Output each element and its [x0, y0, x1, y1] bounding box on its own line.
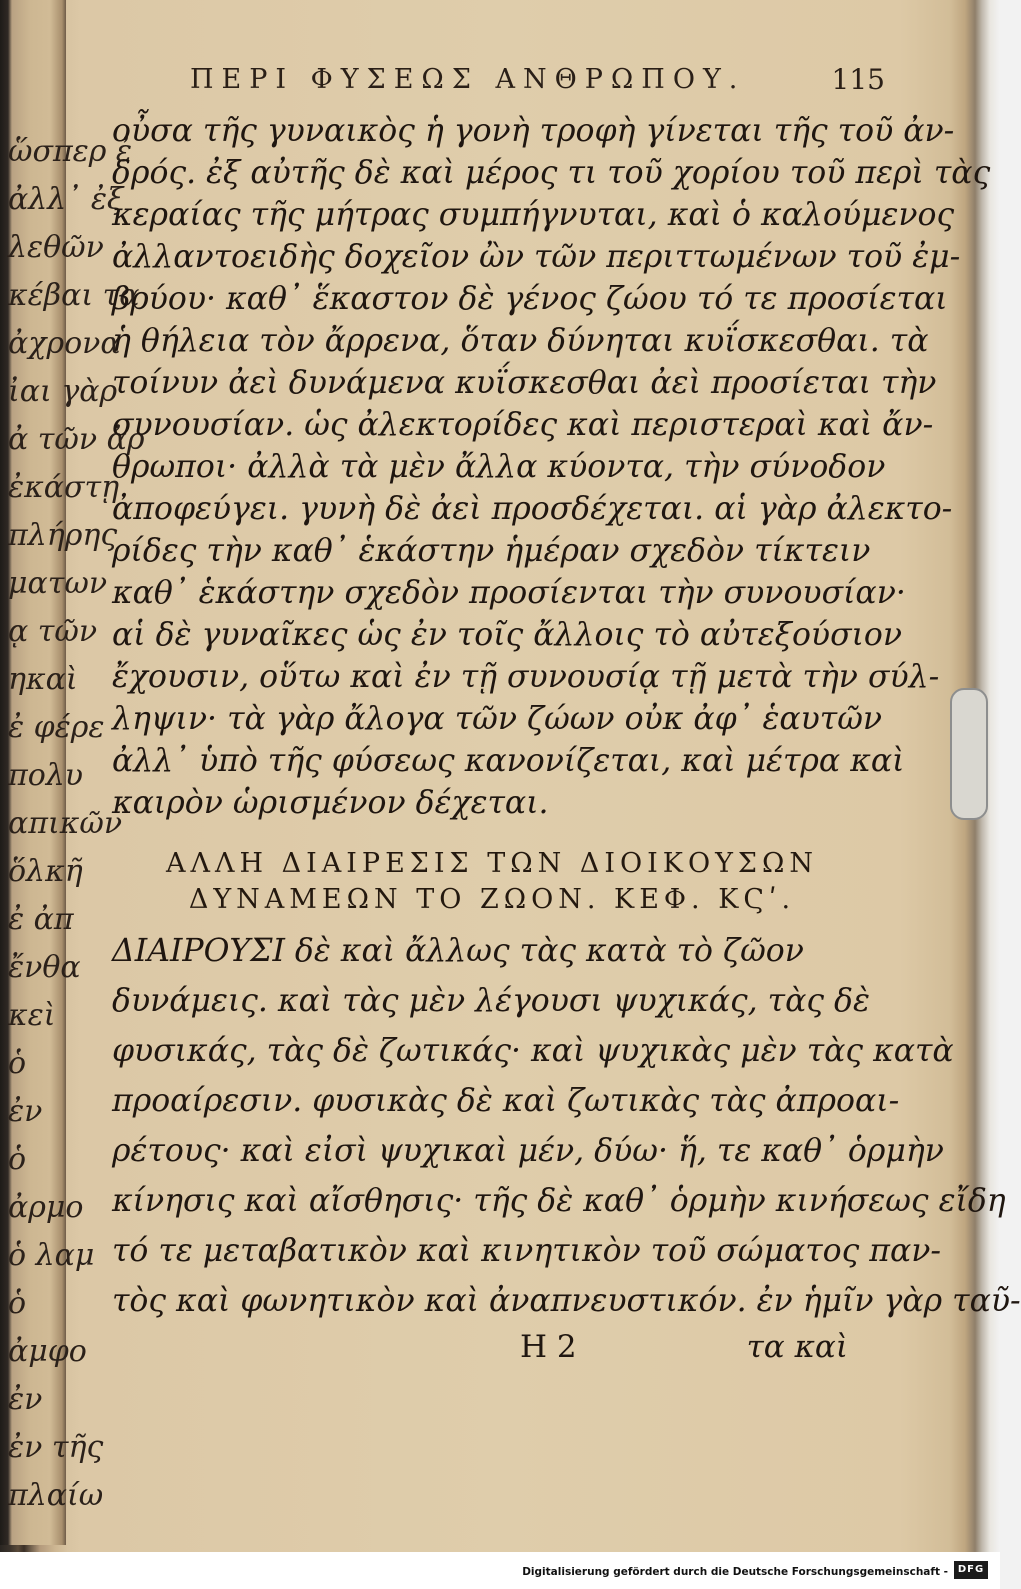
left-page-fragment: ἐ ἀπ [8, 902, 74, 937]
body-line: θρωποι· ἀλλὰ τὰ μὲν ἄλλα κύοντα, τὴν σύνοδον [112, 449, 886, 485]
body-line: οὖσα τῆς γυναικὸς ἡ γονὴ τροφὴ γίνεται τῆς τοῦ ἀν- [112, 113, 955, 149]
left-page-fragment: ματων [8, 566, 108, 601]
left-page-fragment: πλαίω [8, 1478, 104, 1513]
left-page-fragment: ὁ [8, 1046, 27, 1081]
left-page-fragment: ᾳ τῶν [8, 614, 98, 649]
left-page-fragment: ἐν [8, 1382, 43, 1417]
left-page-fragment: ἐ φέρε [8, 710, 105, 745]
left-page-fragment: ὥσπερ ἐ [8, 134, 133, 169]
body-line: ἀλλαντοειδὴς δοχεῖον ὢν τῶν περιττωμένων τοῦ ἐμ- [112, 239, 961, 275]
body-line: κίνησις καὶ αἴσθησις· τῆς δὲ καθ᾽ ὁρμὴν κινήσεως εἴδη [112, 1183, 1006, 1219]
body-line: τοίνυν ἀεὶ δυνάμενα κυΐσκεσθαι ἀεὶ προσίεται τὴν [112, 365, 937, 401]
funding-notice: Digitalisierung gefördert durch die Deutsche Forschungsgemeinschaft - [522, 1566, 948, 1578]
catchword: τα καὶ [746, 1329, 848, 1365]
left-page-fragment: ἐν [8, 1094, 43, 1129]
body-line: ΔΙΑΙΡΟΥΣΙ δὲ καὶ ἄλλως τὰς κατὰ τὸ ζῶον [112, 933, 804, 969]
left-page-fragment: ὁ [8, 1142, 27, 1177]
body-line: αἱ δὲ γυναῖκες ὡς ἐν τοῖς ἄλλοις τὸ αὐτεξούσιον [112, 617, 903, 653]
body-line: ἔχουσιν, οὕτω καὶ ἐν τῇ συνουσίᾳ τῇ μετὰ τὴν σύλ- [112, 659, 940, 695]
left-page-fragment: ἀρμο [8, 1190, 84, 1225]
body-line: ἡ θήλεια τὸν ἄρρενα, ὅταν δύνηται κυΐσκεσθαι. τὰ [112, 323, 929, 359]
body-line: ληψιν· τὰ γὰρ ἄλογα τῶν ζώων οὐκ ἀφ᾽ ἑαυτῶν [112, 701, 883, 737]
body-line: ἀλλ᾽ ὑπὸ τῆς φύσεως κανονίζεται, καὶ μέτρα καὶ [112, 743, 905, 779]
chapter-heading-line-1: ΑΛΛΗ ΔΙΑΙΡΕΣΙΣ ΤΩΝ ΔΙΟΙΚΟΥΣΩΝ [165, 848, 819, 879]
body-line: δυνάμεις. καὶ τὰς μὲν λέγουσι ψυχικάς, τὰς δὲ [112, 983, 870, 1019]
left-page-fragment: ὁ λαμ [8, 1238, 95, 1273]
left-page-fragment: ἐκάστῃ [8, 470, 120, 505]
left-page-fragment: ἀλλ᾽ ἐξ [8, 182, 124, 217]
signature-mark: Η 2 [520, 1329, 577, 1365]
chapter-heading-line-2: ΔΥΝΑΜΕΩΝ ΤΟ ΖΩΟΝ. ΚΕΦ. ΚϚʹ. [188, 884, 796, 915]
body-line: βρύου· καθ᾽ ἕκαστον δὲ γένος ζώου τό τε προσίεται [112, 281, 948, 317]
body-line: δρός. ἐξ αὐτῆς δὲ καὶ μέρος τι τοῦ χορίου τοῦ περὶ τὰς [112, 155, 991, 191]
body-line: καιρὸν ὡρισμένον δέχεται. [112, 785, 549, 821]
left-page-fragment: πλήρης [8, 518, 118, 553]
dfg-logo: DFG [954, 1561, 988, 1579]
body-line: τὸς καὶ φωνητικὸν καὶ ἀναπνευστικόν. ἐν ἡμῖν γὰρ ταῦ- [112, 1283, 1021, 1319]
left-page-fragment: ἰαι γὰρ [8, 374, 118, 409]
body-line: ρίδες τὴν καθ᾽ ἑκάστην ἡμέραν σχεδὸν τίκτειν [112, 533, 871, 569]
left-page-fragment: ὅλκῆ [8, 854, 83, 889]
body-line: φυσικάς, τὰς δὲ ζωτικάς· καὶ ψυχικὰς μὲν τὰς κατὰ [112, 1033, 954, 1069]
footer-bar [0, 1552, 1000, 1589]
running-head: ΠΕΡΙ ΦΥΣΕΩΣ ΑΝΘΡΩΠΟΥ. [190, 64, 746, 95]
body-line: κεραίας τῆς μήτρας συμπήγνυται, καὶ ὁ καλούμενος [112, 197, 955, 233]
left-page-fragment: ἀ τῶν ἀρ [8, 422, 145, 457]
body-line: συνουσίαν. ὡς ἀλεκτορίδες καὶ περιστεραὶ καὶ ἄν- [112, 407, 934, 443]
body-line: προαίρεσιν. φυσικὰς δὲ καὶ ζωτικὰς τὰς ἀπροαι- [112, 1083, 900, 1119]
body-line: τό τε μεταβατικὸν καὶ κινητικὸν τοῦ σώματος παν- [112, 1233, 942, 1269]
left-page-fragment: κέβαι τα [8, 278, 140, 313]
left-page-fragment: ηκαὶ [8, 662, 78, 697]
right-page [75, 0, 1021, 1545]
page-number: 115 [831, 63, 885, 96]
body-line: καθ᾽ ἑκάστην σχεδὸν προσίενται τὴν συνουσίαν· [112, 575, 906, 611]
left-page-fragment: ἀμφο [8, 1334, 87, 1369]
left-page-fragment: ἐν τῆς [8, 1430, 104, 1465]
left-page-fragment: ἀχρονα [8, 326, 121, 361]
left-page-fragment: απικῶν [8, 806, 123, 841]
left-page-fragment: ἔνθα [8, 950, 81, 985]
body-line: ρέτους· καὶ εἰσὶ ψυχικαὶ μέν, δύω· ἥ, τε καθ᾽ ὁρμὴν [112, 1133, 944, 1169]
left-page-fragment: ὁ [8, 1286, 27, 1321]
left-page-fragment: πολυ [8, 758, 84, 793]
body-line: ἀποφεύγει. γυνὴ δὲ ἀεὶ προσδέχεται. αἱ γὰρ ἀλεκτο- [112, 491, 953, 527]
left-page-fragment: λεθῶν [8, 230, 104, 265]
left-page-edge [0, 0, 145, 1545]
left-page-fragment: κεὶ [8, 998, 56, 1033]
